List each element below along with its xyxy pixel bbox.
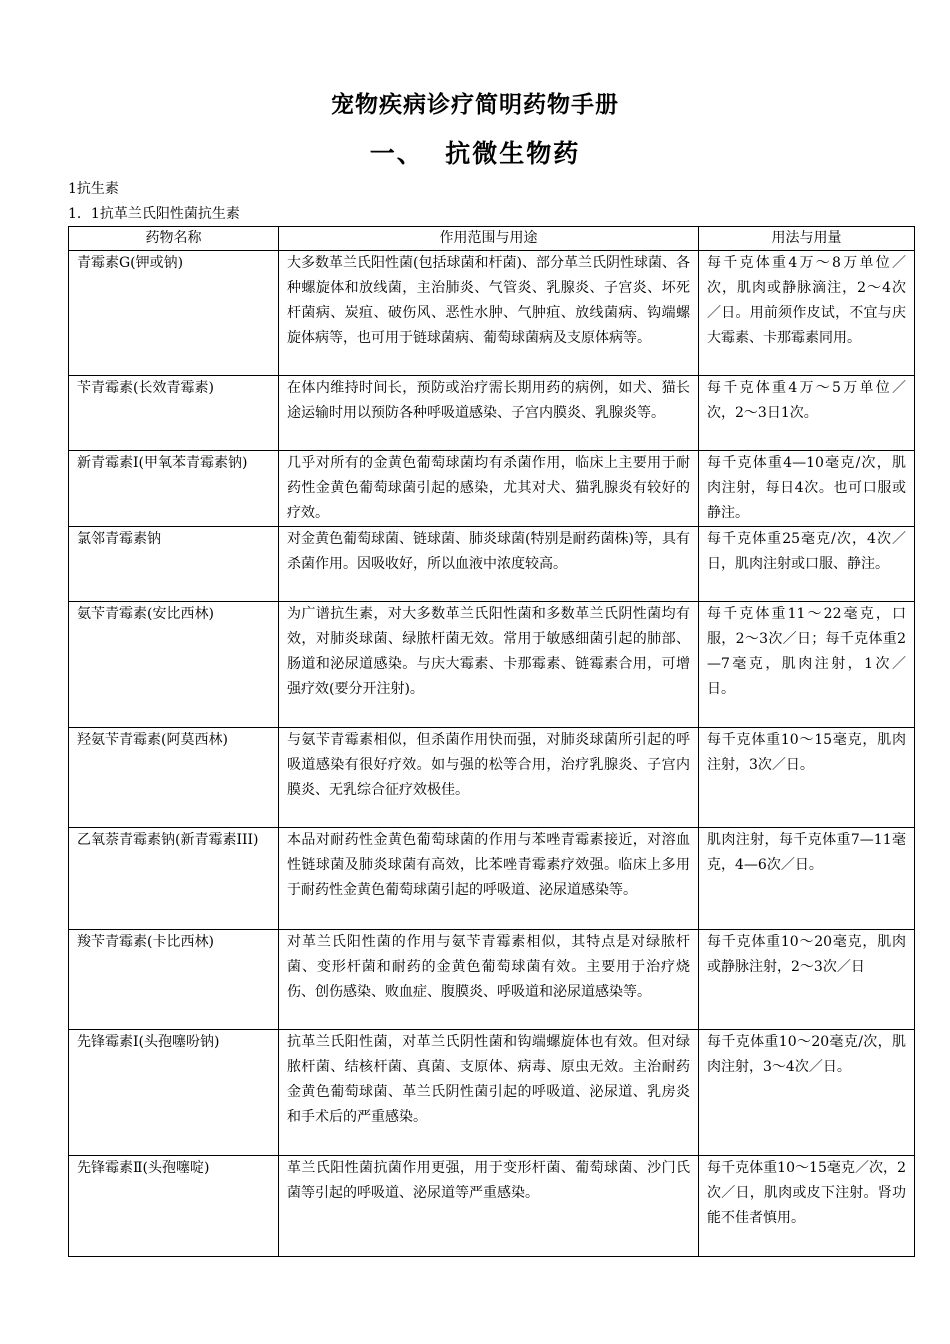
header-usage-scope: 作用范围与用途 bbox=[279, 227, 699, 251]
usage-cell: 大多数革兰氏阳性菌(包括球菌和杆菌)、部分革兰氏阴性球菌、各种螺旋体和放线菌，主治肺炎、气管炎、乳腺炎、子宫炎、坏死杆菌病、炭疽、破伤风、恶性水肿、气肿疽、放线菌病、钩端螺旋体病等，也可用于链球菌病、葡萄球菌病及支原体病等。 bbox=[279, 251, 699, 376]
usage-cell: 在体内维持时间长，预防或治疗需长期用药的病例，如犬、猫长途运输时用以预防各种呼吸道感染、子宫内膜炎、乳腺炎等。 bbox=[279, 376, 699, 451]
usage-cell: 为广谱抗生素，对大多数革兰氏阳性菌和多数革兰氏阴性菌均有效，对肺炎球菌、绿脓杆菌无效。常用于敏感细菌引起的肺部、肠道和泌尿道感染。与庆大霉素、卡那霉素、链霉素合用，可增强疗效(要分开注射)。 bbox=[279, 602, 699, 728]
table-row bbox=[69, 1030, 915, 1156]
drug-name-cell: 先锋霉素I(头孢噻吩钠) bbox=[69, 1030, 279, 1156]
dosage-cell: 每千克体重4万～5万单位／次，2～3日1次。 bbox=[699, 376, 915, 451]
dosage-cell: 每千克体重25毫克/次，4次／日，肌肉注射或口服、静注。 bbox=[699, 527, 915, 602]
section-heading: 1抗生素 bbox=[68, 181, 119, 197]
dosage-cell: 每千克体重4万～8万单位／次，肌肉或静脉滴注，2～4次／日。用前须作皮试，不宜与庆大霉素、卡那霉素同用。 bbox=[699, 251, 915, 376]
drug-table bbox=[68, 226, 915, 1257]
dosage-cell: 每千克体重10～20毫克，肌肉或静脉注射，2～3次／日 bbox=[699, 930, 915, 1030]
usage-cell: 对金黄色葡萄球菌、链球菌、肺炎球菌(特别是耐药菌株)等，具有杀菌作用。因吸收好，所以血液中浓度较高。 bbox=[279, 527, 699, 602]
dosage-cell: 每千克体重11～22毫克，口服，2～3次／日；每千克体重2—7毫克，肌肉注射，1次／日。 bbox=[699, 602, 915, 728]
dosage-cell: 每千克体重10～15毫克，肌肉注射，3次／日。 bbox=[699, 728, 915, 828]
table-header-row bbox=[69, 227, 915, 251]
drug-name-cell: 羟氨苄青霉素(阿莫西林) bbox=[69, 728, 279, 828]
drug-name-cell: 氨苄青霉素(安比西林) bbox=[69, 602, 279, 728]
table-row bbox=[69, 451, 915, 527]
table-row bbox=[69, 1156, 915, 1257]
table-row bbox=[69, 251, 915, 376]
drug-name-cell: 氯邻青霉素钠 bbox=[69, 527, 279, 602]
drug-name-cell: 先锋霉素Ⅱ(头孢噻啶) bbox=[69, 1156, 279, 1257]
drug-name-cell: 羧苄青霉素(卡比西林) bbox=[69, 930, 279, 1030]
table-row bbox=[69, 602, 915, 728]
header-dosage: 用法与用量 bbox=[699, 227, 915, 251]
table-row bbox=[69, 527, 915, 602]
subsection-heading: 1．1抗革兰氏阳性菌抗生素 bbox=[68, 206, 240, 222]
dosage-cell: 每千克体重10～20毫克/次，肌肉注射，3～4次／日。 bbox=[699, 1030, 915, 1156]
usage-cell: 对革兰氏阳性菌的作用与氨苄青霉素相似，其特点是对绿脓杆菌、变形杆菌和耐药的金黄色葡萄球菌有效。主要用于治疗烧伤、创伤感染、败血症、腹膜炎、呼吸道和泌尿道感染等。 bbox=[279, 930, 699, 1030]
dosage-cell: 每千克体重10～15毫克／次，2次／日，肌肉或皮下注射。肾功能不佳者慎用。 bbox=[699, 1156, 915, 1257]
drug-name-cell: 乙氧萘青霉素钠(新青霉素III) bbox=[69, 828, 279, 930]
dosage-cell: 肌肉注射，每千克体重7—11毫克，4—6次／日。 bbox=[699, 828, 915, 930]
usage-cell: 几乎对所有的金黄色葡萄球菌均有杀菌作用，临床上主要用于耐药性金黄色葡萄球菌引起的感染，尤其对犬、猫乳腺炎有较好的疗效。 bbox=[279, 451, 699, 527]
document-title: 宠物疾病诊疗简明药物手册 bbox=[331, 92, 619, 118]
usage-cell: 革兰氏阳性菌抗菌作用更强，用于变形杆菌、葡萄球菌、沙门氏菌等引起的呼吸道、泌尿道等严重感染。 bbox=[279, 1156, 699, 1257]
table-row bbox=[69, 828, 915, 930]
table-row bbox=[69, 376, 915, 451]
chapter-title: 一、 抗微生物药 bbox=[369, 139, 581, 168]
drug-name-cell: 新青霉素I(甲氧苯青霉素钠) bbox=[69, 451, 279, 527]
dosage-cell: 每千克体重4—10毫克/次，肌肉注射，每日4次。也可口服或静注。 bbox=[699, 451, 915, 527]
table-row bbox=[69, 930, 915, 1030]
usage-cell: 本品对耐药性金黄色葡萄球菌的作用与苯唑青霉素接近，对溶血性链球菌及肺炎球菌有高效，比苯唑青霉素疗效强。临床上多用于耐药性金黄色葡萄球菌引起的呼吸道、泌尿道感染等。 bbox=[279, 828, 699, 930]
usage-cell: 与氨苄青霉素相似，但杀菌作用快而强，对肺炎球菌所引起的呼吸道感染有很好疗效。如与强的松等合用，治疗乳腺炎、子宫内膜炎、无乳综合征疗效极佳。 bbox=[279, 728, 699, 828]
drug-name-cell: 苄青霉素(长效青霉素) bbox=[69, 376, 279, 451]
usage-cell: 抗革兰氏阳性菌，对革兰氏阴性菌和钩端螺旋体也有效。但对绿脓杆菌、结核杆菌、真菌、支原体、病毒、原虫无效。主治耐药金黄色葡萄球菌、革兰氏阴性菌引起的呼吸道、泌尿道、乳房炎和手术后的严重感染。 bbox=[279, 1030, 699, 1156]
drug-name-cell: 青霉素G(钾或钠) bbox=[69, 251, 279, 376]
table-row bbox=[69, 728, 915, 828]
header-drug-name: 药物名称 bbox=[69, 227, 279, 251]
